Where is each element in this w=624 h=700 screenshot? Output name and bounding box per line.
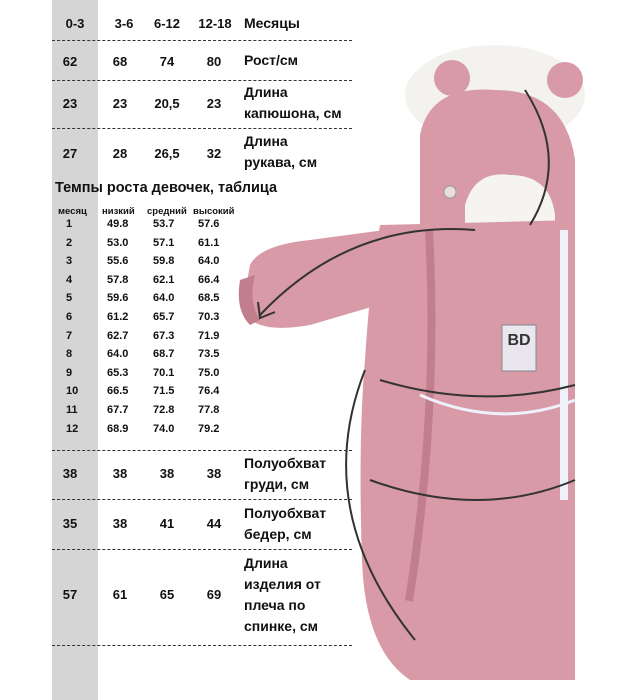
growth-month-cell: 4 xyxy=(66,273,73,286)
sleeve-length-value: 27 xyxy=(62,146,78,161)
growth-mid-cell: 65.7 xyxy=(153,311,175,323)
growth-header-month: месяц xyxy=(58,206,87,217)
label-line: плеча по xyxy=(244,597,306,613)
divider xyxy=(52,128,352,129)
divider xyxy=(52,549,352,550)
height-value: 80 xyxy=(206,54,222,69)
growth-high-cell: 73.5 xyxy=(198,348,220,361)
divider xyxy=(52,499,352,500)
label-line: изделия от xyxy=(244,576,321,592)
growth-mid-cell: 71.5 xyxy=(153,385,175,398)
size-header-0-3: 0-3 xyxy=(65,16,85,31)
growth-low-cell: 59.6 xyxy=(107,292,129,305)
growth-high-cell: 61.1 xyxy=(198,236,220,249)
back-length-value: 65 xyxy=(159,587,175,602)
hood-length-label xyxy=(244,82,342,124)
growth-month-cell: 7 xyxy=(66,329,73,342)
growth-month-cell: 9 xyxy=(66,366,73,379)
label-line: капюшона, см xyxy=(244,105,342,121)
growth-month-cell: 10 xyxy=(66,385,79,398)
growth-low-cell: 57.8 xyxy=(107,273,129,286)
label-line: Рост/см xyxy=(244,52,299,68)
growth-high-cell: 66.4 xyxy=(198,273,220,286)
hips-value: 44 xyxy=(206,516,222,531)
growth-low-cell: 68.9 xyxy=(107,422,129,435)
growth-month-cell: 5 xyxy=(66,292,73,305)
sleeve-length-label xyxy=(244,131,317,173)
sleeve-length-value: 26,5 xyxy=(154,146,180,161)
size-header-6-12: 6-12 xyxy=(153,16,181,31)
growth-high-cell: 64.0 xyxy=(198,255,220,268)
label-line: рукава, см xyxy=(244,154,318,170)
growth-mid-cell: 64.0 xyxy=(153,292,175,305)
growth-high-cell: 70.3 xyxy=(198,311,220,323)
size-header-12-18: 12-18 xyxy=(198,16,232,31)
divider xyxy=(52,80,352,81)
growth-high-cell: 71.9 xyxy=(198,329,220,342)
sleeve-length-value: 28 xyxy=(112,146,128,161)
growth-low-cell: 61.2 xyxy=(107,311,129,323)
height-value: 74 xyxy=(159,54,175,69)
divider xyxy=(52,40,352,41)
chest-value: 38 xyxy=(206,466,222,481)
growth-mid-cell: 74.0 xyxy=(153,422,175,435)
divider xyxy=(52,450,352,451)
height-label xyxy=(244,50,298,71)
chest-value: 38 xyxy=(159,466,175,481)
height-value: 62 xyxy=(62,54,78,69)
growth-mid-cell: 59.8 xyxy=(153,255,175,268)
growth-mid-cell: 68.7 xyxy=(153,348,175,361)
growth-month-cell: 1 xyxy=(66,218,73,230)
growth-mid-cell: 67.3 xyxy=(153,329,175,342)
growth-high-cell: 68.5 xyxy=(198,292,220,305)
growth-month-cell: 3 xyxy=(66,255,73,268)
hood-length-value: 23 xyxy=(62,96,78,111)
hips-value: 35 xyxy=(62,516,78,531)
back-length-value: 57 xyxy=(62,587,78,602)
growth-header-high: высокий xyxy=(193,206,235,217)
growth-mid-cell: 53.7 xyxy=(153,218,175,230)
growth-month-cell: 8 xyxy=(66,348,73,361)
size-header-3-6: 3-6 xyxy=(114,16,134,31)
label-line: Полуобхват xyxy=(244,505,327,521)
label-line: Полуобхват xyxy=(244,455,327,471)
growth-low-cell: 65.3 xyxy=(107,366,129,379)
growth-low-cell: 53.0 xyxy=(107,236,129,249)
label-line: Длина xyxy=(244,555,288,571)
hood-ear-right xyxy=(547,62,583,98)
hips-value: 41 xyxy=(159,516,175,531)
growth-low-cell: 67.7 xyxy=(107,404,129,416)
chest-value: 38 xyxy=(112,466,128,481)
chest-value: 38 xyxy=(62,466,78,481)
hips-value: 38 xyxy=(112,516,128,531)
growth-low-cell: 66.5 xyxy=(107,385,129,398)
growth-month-cell: 6 xyxy=(66,311,73,323)
growth-low-cell: 49.8 xyxy=(107,218,129,230)
label-line: груди, см xyxy=(244,476,310,492)
growth-mid-cell: 62.1 xyxy=(153,273,175,286)
label-line: Длина xyxy=(244,84,288,100)
growth-high-cell: 76.4 xyxy=(198,385,220,398)
growth-high-cell: 75.0 xyxy=(198,366,220,379)
growth-header-low: низкий xyxy=(102,206,135,217)
months-label: Месяцы xyxy=(244,15,300,31)
growth-month-cell: 11 xyxy=(66,404,78,416)
growth-high-cell: 77.8 xyxy=(198,404,220,416)
growth-month-cell: 12 xyxy=(66,422,79,435)
growth-high-cell: 57.6 xyxy=(198,218,220,230)
back-length-label xyxy=(244,553,321,637)
growth-low-cell: 62.7 xyxy=(107,329,129,342)
height-value: 68 xyxy=(112,54,128,69)
hood-length-value: 23 xyxy=(206,96,222,111)
growth-header-mid: средний xyxy=(147,206,187,217)
growth-low-cell: 55.6 xyxy=(107,255,129,268)
growth-table-title: Темпы роста девочек, таблица xyxy=(55,180,278,196)
hood-ear-left xyxy=(434,60,470,96)
growth-mid-cell: 70.1 xyxy=(153,366,175,379)
sleeve-length-value: 32 xyxy=(206,146,222,161)
label-line: Длина xyxy=(244,133,288,149)
brand-label-logo: BD xyxy=(507,332,531,349)
hips-label xyxy=(244,503,326,545)
growth-mid-cell: 57.1 xyxy=(153,236,175,249)
back-length-value: 61 xyxy=(112,587,128,602)
chest-label xyxy=(244,453,326,495)
growth-high-cell: 79.2 xyxy=(198,422,220,435)
zipper-right xyxy=(560,230,568,500)
snap-button xyxy=(444,186,456,198)
back-length-value: 69 xyxy=(206,587,222,602)
label-line: спинке, см xyxy=(244,618,319,634)
label-line: бедер, см xyxy=(244,526,312,542)
hood-length-value: 23 xyxy=(112,96,128,111)
divider xyxy=(52,645,352,646)
hood-length-value: 20,5 xyxy=(154,96,180,111)
growth-low-cell: 64.0 xyxy=(107,348,129,361)
growth-mid-cell: 72.8 xyxy=(153,404,175,416)
growth-month-cell: 2 xyxy=(66,236,73,249)
